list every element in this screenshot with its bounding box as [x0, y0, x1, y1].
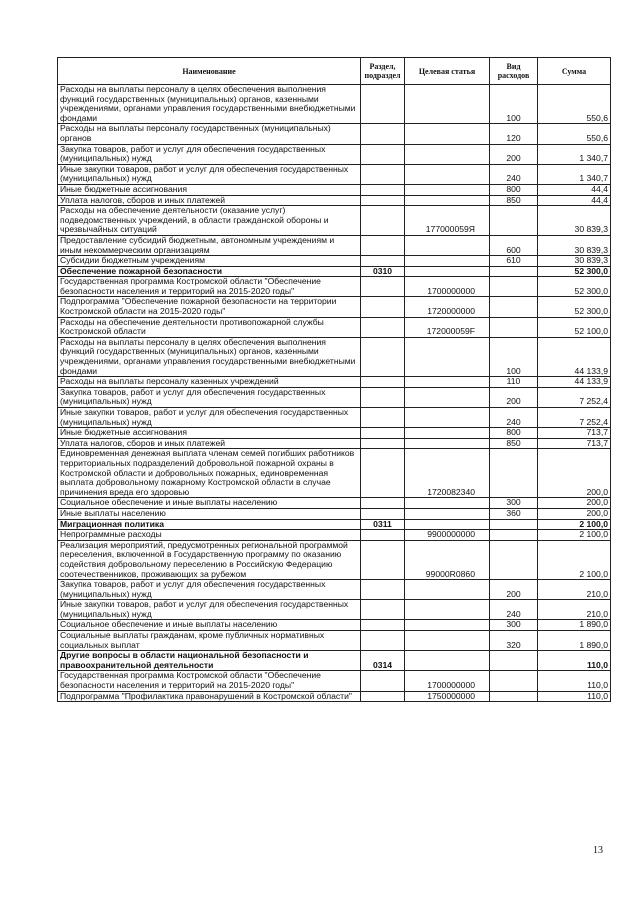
table-header: [58, 58, 611, 85]
table-row: [58, 449, 611, 498]
cell-kind: 800: [490, 184, 538, 195]
table-row: [58, 124, 611, 144]
cell-section: [361, 508, 405, 519]
cell-target: 1700000000: [405, 277, 490, 297]
cell-section: [361, 85, 405, 124]
cell-name: Государственная программа Костромской области "Обеспечение безопасности населения и территорий на 2015-2020 годы": [58, 671, 361, 691]
cell-section: [361, 377, 405, 388]
cell-kind: 850: [490, 438, 538, 449]
cell-sum: 200,0: [538, 449, 611, 498]
cell-target: [405, 600, 490, 620]
cell-kind: 800: [490, 428, 538, 439]
cell-sum: 52 300,0: [538, 297, 611, 317]
cell-name: Уплата налогов, сборов и иных платежей: [58, 438, 361, 449]
cell-sum: 200,0: [538, 498, 611, 509]
cell-kind: 360: [490, 508, 538, 519]
cell-target: [405, 519, 490, 530]
cell-sum: 110,0: [538, 671, 611, 691]
cell-section: [361, 277, 405, 297]
cell-target: [405, 184, 490, 195]
cell-kind: 600: [490, 235, 538, 255]
cell-name: Социальное обеспечение и иные выплаты населению: [58, 498, 361, 509]
cell-target: [405, 387, 490, 407]
cell-kind: [490, 651, 538, 671]
cell-section: [361, 164, 405, 184]
table-row: [58, 144, 611, 164]
cell-kind: [490, 691, 538, 702]
cell-target: [405, 337, 490, 376]
cell-target: [405, 256, 490, 267]
table-row: [58, 256, 611, 267]
cell-kind: [490, 317, 538, 337]
cell-sum: 2 100,0: [538, 540, 611, 579]
cell-target: [405, 85, 490, 124]
cell-section: [361, 498, 405, 509]
cell-section: [361, 124, 405, 144]
cell-kind: 300: [490, 620, 538, 631]
cell-section: [361, 337, 405, 376]
cell-kind: 110: [490, 377, 538, 388]
cell-sum: 7 252,4: [538, 387, 611, 407]
cell-sum: 713,7: [538, 428, 611, 439]
cell-sum: 713,7: [538, 438, 611, 449]
cell-section: [361, 235, 405, 255]
cell-sum: 210,0: [538, 580, 611, 600]
cell-name: Социальные выплаты гражданам, кроме публичных нормативных социальных выплат: [58, 631, 361, 651]
cell-name: Расходы на выплаты персоналу в целях обеспечения выполнения функций государственных (муниципальных) органов, казенными учреждениями, органами управления государственными внебюджетными фондами: [58, 85, 361, 124]
cell-section: [361, 195, 405, 206]
table-row: [58, 195, 611, 206]
table-row: [58, 519, 611, 530]
cell-kind: 100: [490, 85, 538, 124]
cell-section: [361, 600, 405, 620]
cell-name: Предоставление субсидий бюджетным, автономным учреждениям и иным некоммерческим организациям: [58, 235, 361, 255]
cell-name: Закупка товаров, работ и услуг для обеспечения государственных (муниципальных) нужд: [58, 387, 361, 407]
table-row: [58, 387, 611, 407]
cell-target: 1750000000: [405, 691, 490, 702]
cell-target: [405, 438, 490, 449]
cell-target: 1720082340: [405, 449, 490, 498]
cell-target: 99000R0860: [405, 540, 490, 579]
cell-name: Расходы на выплаты персоналу в целях обеспечения выполнения функций государственных (муниципальных) органов, казенными учреждениями, органами управления государственными внебюджетными фондами: [58, 337, 361, 376]
cell-section: 0314: [361, 651, 405, 671]
table-row: [58, 438, 611, 449]
cell-name: Государственная программа Костромской области "Обеспечение безопасности населения и территорий на 2015-2020 годы": [58, 277, 361, 297]
table-row: [58, 620, 611, 631]
cell-name: Иные закупки товаров, работ и услуг для обеспечения государственных (муниципальных) нужд: [58, 600, 361, 620]
cell-section: [361, 317, 405, 337]
cell-section: 0311: [361, 519, 405, 530]
cell-target: [405, 428, 490, 439]
cell-sum: 550,6: [538, 85, 611, 124]
table-row: [58, 498, 611, 509]
cell-kind: [490, 266, 538, 277]
cell-target: [405, 235, 490, 255]
cell-target: [405, 651, 490, 671]
cell-kind: 240: [490, 600, 538, 620]
cell-kind: 320: [490, 631, 538, 651]
cell-kind: [490, 540, 538, 579]
cell-sum: 7 252,4: [538, 408, 611, 428]
cell-name: Подпрограмма "Обеспечение пожарной безопасности на территории Костромской области на 2015-2020 годы": [58, 297, 361, 317]
cell-section: [361, 206, 405, 236]
cell-name: Расходы на обеспечение деятельности противопожарной службы Костромской области: [58, 317, 361, 337]
cell-name: Иные закупки товаров, работ и услуг для обеспечения государственных (муниципальных) нужд: [58, 408, 361, 428]
table-row: [58, 184, 611, 195]
table-row: [58, 631, 611, 651]
cell-section: [361, 530, 405, 541]
cell-sum: 550,6: [538, 124, 611, 144]
cell-section: [361, 631, 405, 651]
cell-sum: 52 300,0: [538, 277, 611, 297]
table-row: [58, 235, 611, 255]
budget-table: [57, 57, 611, 702]
cell-sum: 200,0: [538, 508, 611, 519]
cell-target: [405, 195, 490, 206]
cell-section: [361, 297, 405, 317]
cell-target: [405, 144, 490, 164]
table-row: [58, 337, 611, 376]
cell-name: Иные выплаты населению: [58, 508, 361, 519]
cell-section: 0310: [361, 266, 405, 277]
cell-sum: 1 890,0: [538, 620, 611, 631]
cell-kind: 240: [490, 164, 538, 184]
header-sum: Сумма: [538, 58, 611, 85]
cell-kind: [490, 206, 538, 236]
cell-name: Реализация мероприятий, предусмотренных региональной программой переселения, включенной в Государственную программу по оказанию содействия добровольному переселению в Российскую Федерацию соотечественников, проживающих за рубежом: [58, 540, 361, 579]
table-row: [58, 540, 611, 579]
cell-sum: 1 890,0: [538, 631, 611, 651]
header-target: Целевая статья: [405, 58, 490, 85]
cell-target: [405, 408, 490, 428]
cell-target: 172000059F: [405, 317, 490, 337]
cell-section: [361, 449, 405, 498]
cell-target: [405, 620, 490, 631]
cell-name: Другие вопросы в области национальной безопасности и правоохранительной деятельности: [58, 651, 361, 671]
cell-section: [361, 671, 405, 691]
table-row: [58, 377, 611, 388]
cell-sum: 1 340,7: [538, 144, 611, 164]
table-row: [58, 85, 611, 124]
cell-name: Уплата налогов, сборов и иных платежей: [58, 195, 361, 206]
cell-target: [405, 164, 490, 184]
cell-sum: 44 133,9: [538, 377, 611, 388]
cell-target: [405, 508, 490, 519]
cell-target: [405, 377, 490, 388]
table-row: [58, 580, 611, 600]
cell-kind: 240: [490, 408, 538, 428]
cell-name: Закупка товаров, работ и услуг для обеспечения государственных (муниципальных) нужд: [58, 580, 361, 600]
table-row: [58, 530, 611, 541]
cell-target: [405, 498, 490, 509]
cell-kind: [490, 519, 538, 530]
cell-kind: [490, 530, 538, 541]
table-row: [58, 266, 611, 277]
cell-target: [405, 124, 490, 144]
cell-section: [361, 580, 405, 600]
table-row: [58, 671, 611, 691]
table-row: [58, 651, 611, 671]
cell-section: [361, 620, 405, 631]
cell-name: Подпрограмма "Профилактика правонарушений в Костромской области": [58, 691, 361, 702]
cell-name: Субсидии бюджетным учреждениям: [58, 256, 361, 267]
header-kind: Вид расходов: [490, 58, 538, 85]
cell-kind: 100: [490, 337, 538, 376]
table-row: [58, 691, 611, 702]
cell-target: [405, 580, 490, 600]
cell-sum: 44 133,9: [538, 337, 611, 376]
cell-sum: 30 839,3: [538, 206, 611, 236]
cell-kind: [490, 449, 538, 498]
header-row: [58, 58, 611, 85]
cell-sum: 110,0: [538, 651, 611, 671]
table-row: [58, 508, 611, 519]
cell-kind: 200: [490, 580, 538, 600]
cell-name: Непрограммные расходы: [58, 530, 361, 541]
cell-sum: 110,0: [538, 691, 611, 702]
cell-name: Обеспечение пожарной безопасности: [58, 266, 361, 277]
cell-name: Иные закупки товаров, работ и услуг для обеспечения государственных (муниципальных) нужд: [58, 164, 361, 184]
cell-section: [361, 184, 405, 195]
cell-sum: 44,4: [538, 195, 611, 206]
table-body: [58, 85, 611, 702]
cell-section: [361, 144, 405, 164]
cell-section: [361, 428, 405, 439]
table-row: [58, 164, 611, 184]
header-name: Наименование: [58, 58, 361, 85]
cell-kind: 850: [490, 195, 538, 206]
table-row: [58, 600, 611, 620]
cell-name: Единовременная денежная выплата членам семей погибших работников территориальных подразделений добровольной пожарной охраны в Костромской области и добровольных пожарных, единовременная выплата добровольному пожарному Костромской области в случае причинения вреда его здоровью: [58, 449, 361, 498]
cell-kind: 300: [490, 498, 538, 509]
cell-section: [361, 691, 405, 702]
cell-target: 1720000000: [405, 297, 490, 317]
cell-name: Социальное обеспечение и иные выплаты населению: [58, 620, 361, 631]
cell-section: [361, 256, 405, 267]
cell-target: 1700000000: [405, 671, 490, 691]
cell-kind: [490, 297, 538, 317]
cell-sum: 1 340,7: [538, 164, 611, 184]
cell-name: Иные бюджетные ассигнования: [58, 184, 361, 195]
cell-section: [361, 387, 405, 407]
table-row: [58, 206, 611, 236]
cell-name: Иные бюджетные ассигнования: [58, 428, 361, 439]
cell-target: [405, 266, 490, 277]
page-number: 13: [593, 845, 603, 856]
table-row: [58, 277, 611, 297]
cell-name: Расходы на выплаты персоналу государственных (муниципальных) органов: [58, 124, 361, 144]
cell-kind: 610: [490, 256, 538, 267]
cell-target: 177000059Я: [405, 206, 490, 236]
cell-kind: [490, 671, 538, 691]
cell-name: Миграционная политика: [58, 519, 361, 530]
cell-sum: 52 100,0: [538, 317, 611, 337]
cell-kind: 120: [490, 124, 538, 144]
cell-sum: 52 300,0: [538, 266, 611, 277]
cell-sum: 30 839,3: [538, 235, 611, 255]
cell-sum: 2 100,0: [538, 530, 611, 541]
table-row: [58, 317, 611, 337]
cell-sum: 30 839,3: [538, 256, 611, 267]
table-row: [58, 408, 611, 428]
cell-kind: [490, 277, 538, 297]
cell-sum: 44,4: [538, 184, 611, 195]
table-row: [58, 428, 611, 439]
cell-target: 9900000000: [405, 530, 490, 541]
cell-name: Закупка товаров, работ и услуг для обеспечения государственных (муниципальных) нужд: [58, 144, 361, 164]
cell-kind: 200: [490, 387, 538, 407]
cell-name: Расходы на обеспечение деятельности (оказание услуг) подведомственных учреждений, в области гражданской обороны и чрезвычайных ситуаций: [58, 206, 361, 236]
cell-section: [361, 408, 405, 428]
cell-target: [405, 631, 490, 651]
table-row: [58, 297, 611, 317]
cell-sum: 210,0: [538, 600, 611, 620]
cell-section: [361, 438, 405, 449]
cell-name: Расходы на выплаты персоналу казенных учреждений: [58, 377, 361, 388]
cell-section: [361, 540, 405, 579]
cell-kind: 200: [490, 144, 538, 164]
header-section: Раздел, подраздел: [361, 58, 405, 85]
cell-sum: 2 100,0: [538, 519, 611, 530]
